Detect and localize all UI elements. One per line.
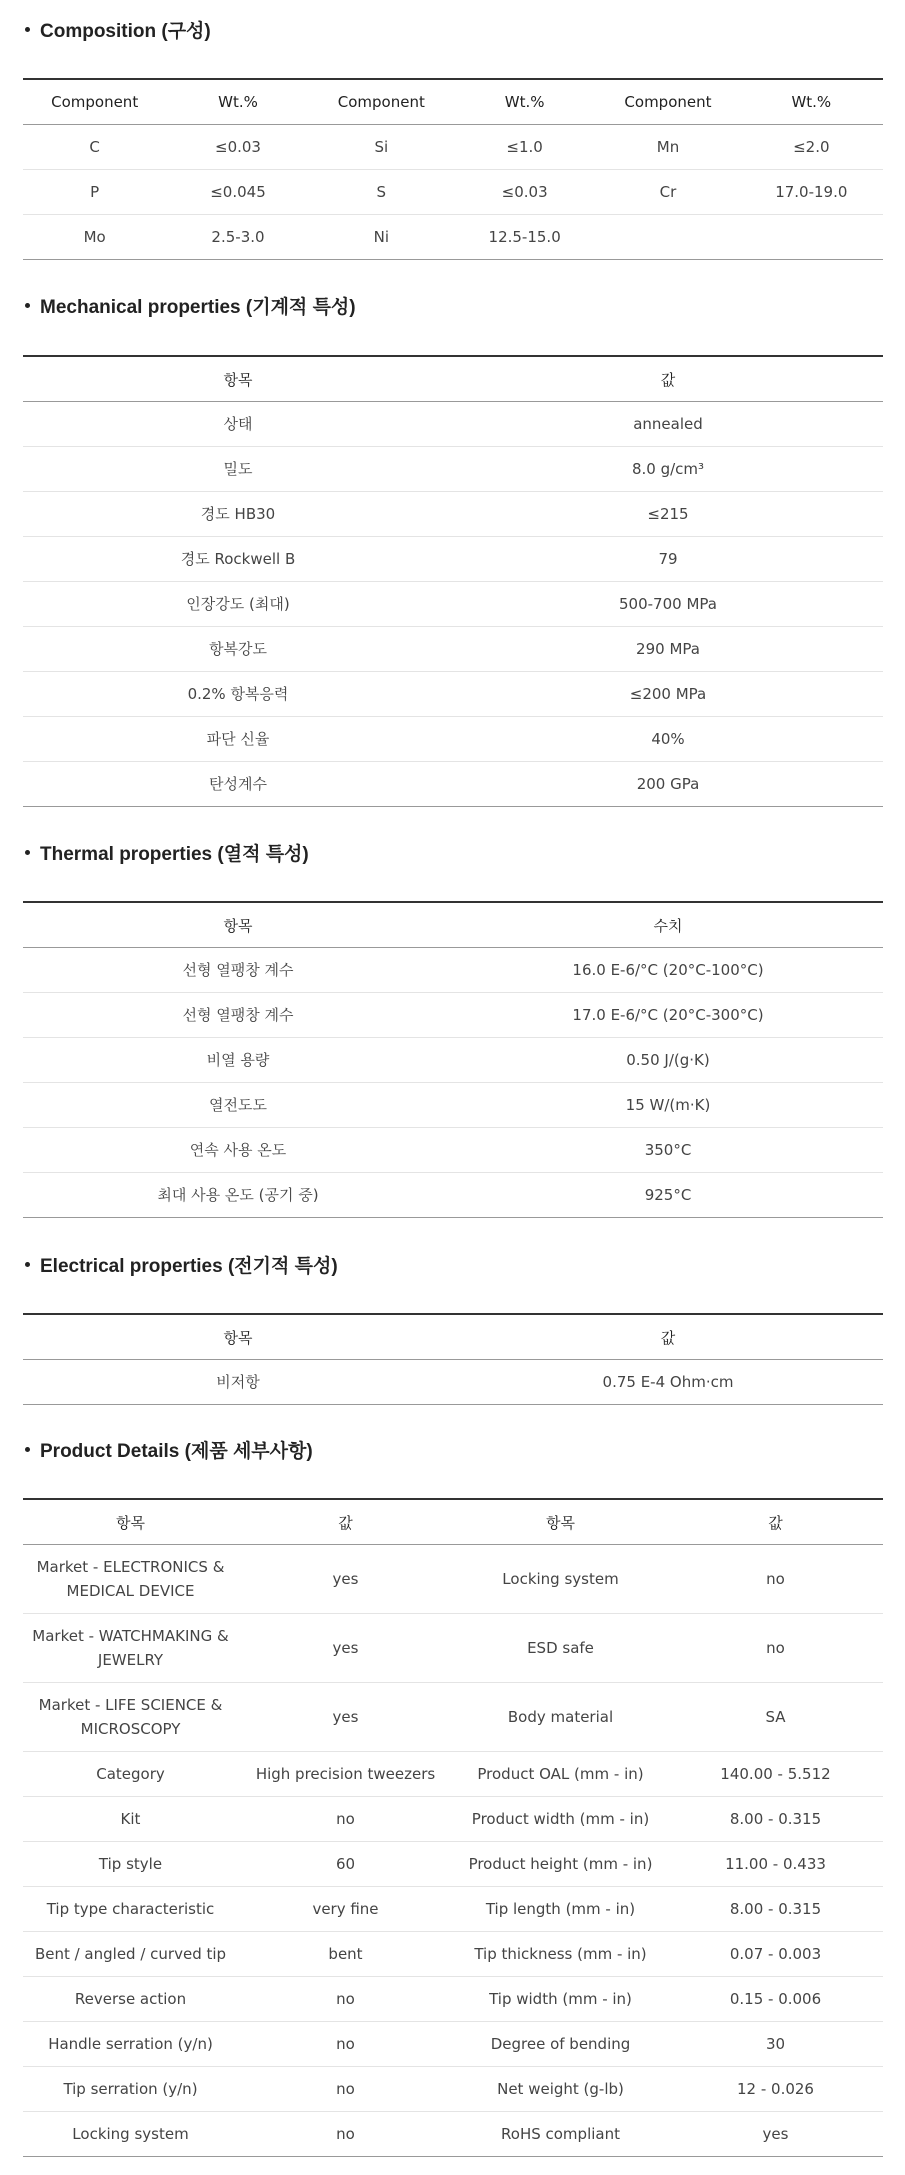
table-cell: 밀도	[23, 447, 453, 492]
table-cell: 8.00 - 0.315	[668, 1887, 883, 1932]
section-title-composition	[23, 14, 211, 44]
table-cell: 선형 열팽창 계수	[23, 993, 453, 1038]
column-header: 수치	[453, 902, 883, 948]
table-cell: SA	[668, 1683, 883, 1752]
table-cell: P	[23, 170, 166, 215]
column-header: Wt.%	[740, 79, 883, 125]
column-header: Wt.%	[453, 79, 596, 125]
column-header: 항목	[23, 1314, 453, 1360]
table-row	[23, 1932, 883, 1977]
table-cell: 140.00 - 5.512	[668, 1752, 883, 1797]
table-cell: Locking system	[453, 1545, 668, 1614]
table-cell: 0.2% 항복응력	[23, 672, 453, 717]
product-details-table	[23, 1498, 883, 2157]
table-cell: 15 W/(m·K)	[453, 1083, 883, 1128]
table-cell: no	[336, 2125, 355, 2143]
table-cell: High precision tweezers	[238, 1752, 453, 1797]
table-cell: Mo	[83, 228, 106, 246]
table-cell: Tip length (mm - in)	[453, 1887, 668, 1932]
table-cell: Tip width (mm - in)	[453, 1977, 668, 2022]
table-cell: 12 - 0.026	[668, 2067, 883, 2112]
table-cell: yes	[238, 1683, 453, 1752]
table-cell: ≤0.03	[453, 170, 596, 215]
table-cell: Market - LIFE SCIENCE & MICROSCOPY	[23, 1683, 238, 1752]
table-cell: 8.00 - 0.315	[668, 1797, 883, 1842]
table-row	[23, 1038, 883, 1083]
table-cell: Handle serration (y/n)	[23, 2022, 238, 2067]
table-row	[23, 1360, 883, 1405]
table-cell	[740, 215, 883, 260]
table-cell: 탄성계수	[209, 775, 267, 793]
table-cell: 60	[238, 1842, 453, 1887]
column-header: 항목	[23, 1499, 238, 1545]
table-row	[23, 948, 883, 993]
table-cell: Mn	[596, 125, 739, 170]
table-cell: no	[238, 2022, 453, 2067]
table-header-row	[23, 902, 883, 948]
section-title-text: Electrical properties (전기적 특성)	[40, 1255, 338, 1277]
table-row	[23, 1173, 883, 1218]
table-cell: no	[238, 1797, 453, 1842]
table-header-row	[23, 356, 883, 402]
table-cell: no	[668, 1614, 883, 1683]
table-cell: 11.00 - 0.433	[668, 1842, 883, 1887]
table-cell: yes	[238, 1545, 453, 1614]
table-cell: Tip type characteristic	[23, 1887, 238, 1932]
table-row	[23, 582, 883, 627]
table-row	[23, 402, 883, 447]
column-header: 값	[238, 1499, 453, 1545]
table-cell: Bent / angled / curved tip	[23, 1932, 238, 1977]
table-cell: 17.0-19.0	[740, 170, 883, 215]
table-cell: ≤1.0	[453, 125, 596, 170]
table-row	[23, 492, 883, 537]
table-cell: ≤0.045	[166, 170, 309, 215]
composition-table	[23, 78, 883, 260]
table-row	[23, 627, 883, 672]
bullet-icon	[25, 850, 30, 855]
section-title-mechanical	[23, 290, 356, 320]
table-cell: 열전도도	[23, 1083, 453, 1128]
column-header: 항목	[23, 902, 453, 948]
table-cell: 12.5-15.0	[488, 228, 561, 246]
section-title-product	[23, 1434, 313, 1464]
table-cell: yes	[238, 1614, 453, 1683]
table-cell: 2.5-3.0	[211, 228, 265, 246]
table-cell: Degree of bending	[453, 2022, 668, 2067]
table-cell: Ni	[373, 228, 390, 246]
section-title-electrical	[23, 1249, 338, 1279]
table-cell: 경도 HB30	[23, 492, 453, 537]
table-row	[23, 1887, 883, 1932]
column-header: 값	[668, 1499, 883, 1545]
table-cell: Tip thickness (mm - in)	[453, 1932, 668, 1977]
table-row	[23, 1977, 883, 2022]
table-cell: 40%	[453, 717, 883, 762]
table-header-row	[23, 1314, 883, 1360]
table-cell: 0.07 - 0.003	[668, 1932, 883, 1977]
table-cell: 선형 열팽창 계수	[23, 948, 453, 993]
table-cell: annealed	[453, 402, 883, 447]
table-cell: 경도 Rockwell B	[23, 537, 453, 582]
table-cell: RoHS compliant	[501, 2125, 620, 2143]
table-cell: no	[238, 1977, 453, 2022]
table-row	[23, 717, 883, 762]
bullet-icon	[25, 303, 30, 308]
table-cell: very fine	[238, 1887, 453, 1932]
table-cell: ≤200 MPa	[453, 672, 883, 717]
electrical-table	[23, 1313, 883, 1405]
section-title-thermal	[23, 837, 309, 867]
section-title-text: Mechanical properties (기계적 특성)	[40, 296, 356, 318]
table-cell: Locking system	[72, 2125, 189, 2143]
table-cell: 0.15 - 0.006	[668, 1977, 883, 2022]
column-header: Wt.%	[166, 79, 309, 125]
table-cell: 최대 사용 온도 (공기 중)	[157, 1186, 319, 1204]
table-cell: 925°C	[644, 1186, 692, 1204]
table-cell: no	[238, 2067, 453, 2112]
table-cell: 290 MPa	[453, 627, 883, 672]
column-header: Component	[596, 79, 739, 125]
table-cell: ≤215	[453, 492, 883, 537]
table-cell: ≤2.0	[740, 125, 883, 170]
table-cell: bent	[238, 1932, 453, 1977]
mechanical-table	[23, 355, 883, 807]
table-cell: 200 GPa	[636, 775, 700, 793]
table-row	[23, 1683, 883, 1752]
table-header-row	[23, 1499, 883, 1545]
table-cell: Tip style	[23, 1842, 238, 1887]
table-row	[23, 215, 883, 260]
column-header: 항목	[453, 1499, 668, 1545]
table-cell: 30	[668, 2022, 883, 2067]
section-title-text: Product Details (제품 세부사항)	[40, 1440, 313, 1462]
table-cell: ESD safe	[453, 1614, 668, 1683]
table-row	[23, 2112, 883, 2157]
table-cell: 500-700 MPa	[453, 582, 883, 627]
table-cell: 항복강도	[23, 627, 453, 672]
table-cell: 17.0 E-6/°C (20°C-300°C)	[453, 993, 883, 1038]
table-cell: 0.75 E-4 Ohm·cm	[602, 1373, 734, 1391]
table-row	[23, 447, 883, 492]
thermal-table	[23, 901, 883, 1218]
table-cell: 파단 신율	[23, 717, 453, 762]
bullet-icon	[25, 1262, 30, 1267]
column-header: 항목	[23, 356, 453, 402]
table-cell: S	[310, 170, 453, 215]
table-cell: Kit	[23, 1797, 238, 1842]
table-row	[23, 1083, 883, 1128]
table-cell: 상태	[23, 402, 453, 447]
table-cell: 0.50 J/(g·K)	[453, 1038, 883, 1083]
table-row	[23, 1128, 883, 1173]
table-cell: ≤0.03	[166, 125, 309, 170]
table-cell: Reverse action	[23, 1977, 238, 2022]
table-row	[23, 2067, 883, 2112]
table-row	[23, 762, 883, 807]
table-cell: Category	[23, 1752, 238, 1797]
table-row	[23, 1842, 883, 1887]
table-cell: no	[668, 1545, 883, 1614]
table-row	[23, 537, 883, 582]
table-row	[23, 1545, 883, 1614]
table-row	[23, 1752, 883, 1797]
table-cell: Tip serration (y/n)	[23, 2067, 238, 2112]
table-cell: 350°C	[453, 1128, 883, 1173]
bullet-icon	[25, 27, 30, 32]
table-cell: 79	[453, 537, 883, 582]
section-title-text: Thermal properties (열적 특성)	[40, 843, 309, 865]
table-row	[23, 2022, 883, 2067]
bullet-icon	[25, 1447, 30, 1452]
table-row	[23, 125, 883, 170]
column-header: Component	[310, 79, 453, 125]
column-header: Component	[23, 79, 166, 125]
table-cell: 비저항	[216, 1373, 260, 1391]
table-cell	[596, 215, 739, 260]
table-cell: 16.0 E-6/°C (20°C-100°C)	[453, 948, 883, 993]
table-cell: Body material	[453, 1683, 668, 1752]
section-title-text: Composition (구성)	[40, 20, 211, 42]
table-cell: yes	[762, 2125, 789, 2143]
table-cell: Cr	[596, 170, 739, 215]
table-row	[23, 1614, 883, 1683]
table-cell: Product height (mm - in)	[453, 1842, 668, 1887]
table-cell: 인장강도 (최대)	[23, 582, 453, 627]
table-row	[23, 1797, 883, 1842]
table-cell: Net weight (g-lb)	[453, 2067, 668, 2112]
table-cell: Market - ELECTRONICS & MEDICAL DEVICE	[23, 1545, 238, 1614]
table-row	[23, 170, 883, 215]
table-cell: 8.0 g/cm³	[453, 447, 883, 492]
table-row	[23, 993, 883, 1038]
table-row	[23, 672, 883, 717]
table-cell: Si	[310, 125, 453, 170]
table-cell: Market - WATCHMAKING & JEWELRY	[23, 1614, 238, 1683]
table-cell: 비열 용량	[23, 1038, 453, 1083]
column-header: 값	[453, 356, 883, 402]
table-cell: 연속 사용 온도	[23, 1128, 453, 1173]
column-header: 값	[453, 1314, 883, 1360]
table-cell: Product OAL (mm - in)	[453, 1752, 668, 1797]
table-cell: C	[23, 125, 166, 170]
table-header-row	[23, 79, 883, 125]
table-cell: Product width (mm - in)	[453, 1797, 668, 1842]
